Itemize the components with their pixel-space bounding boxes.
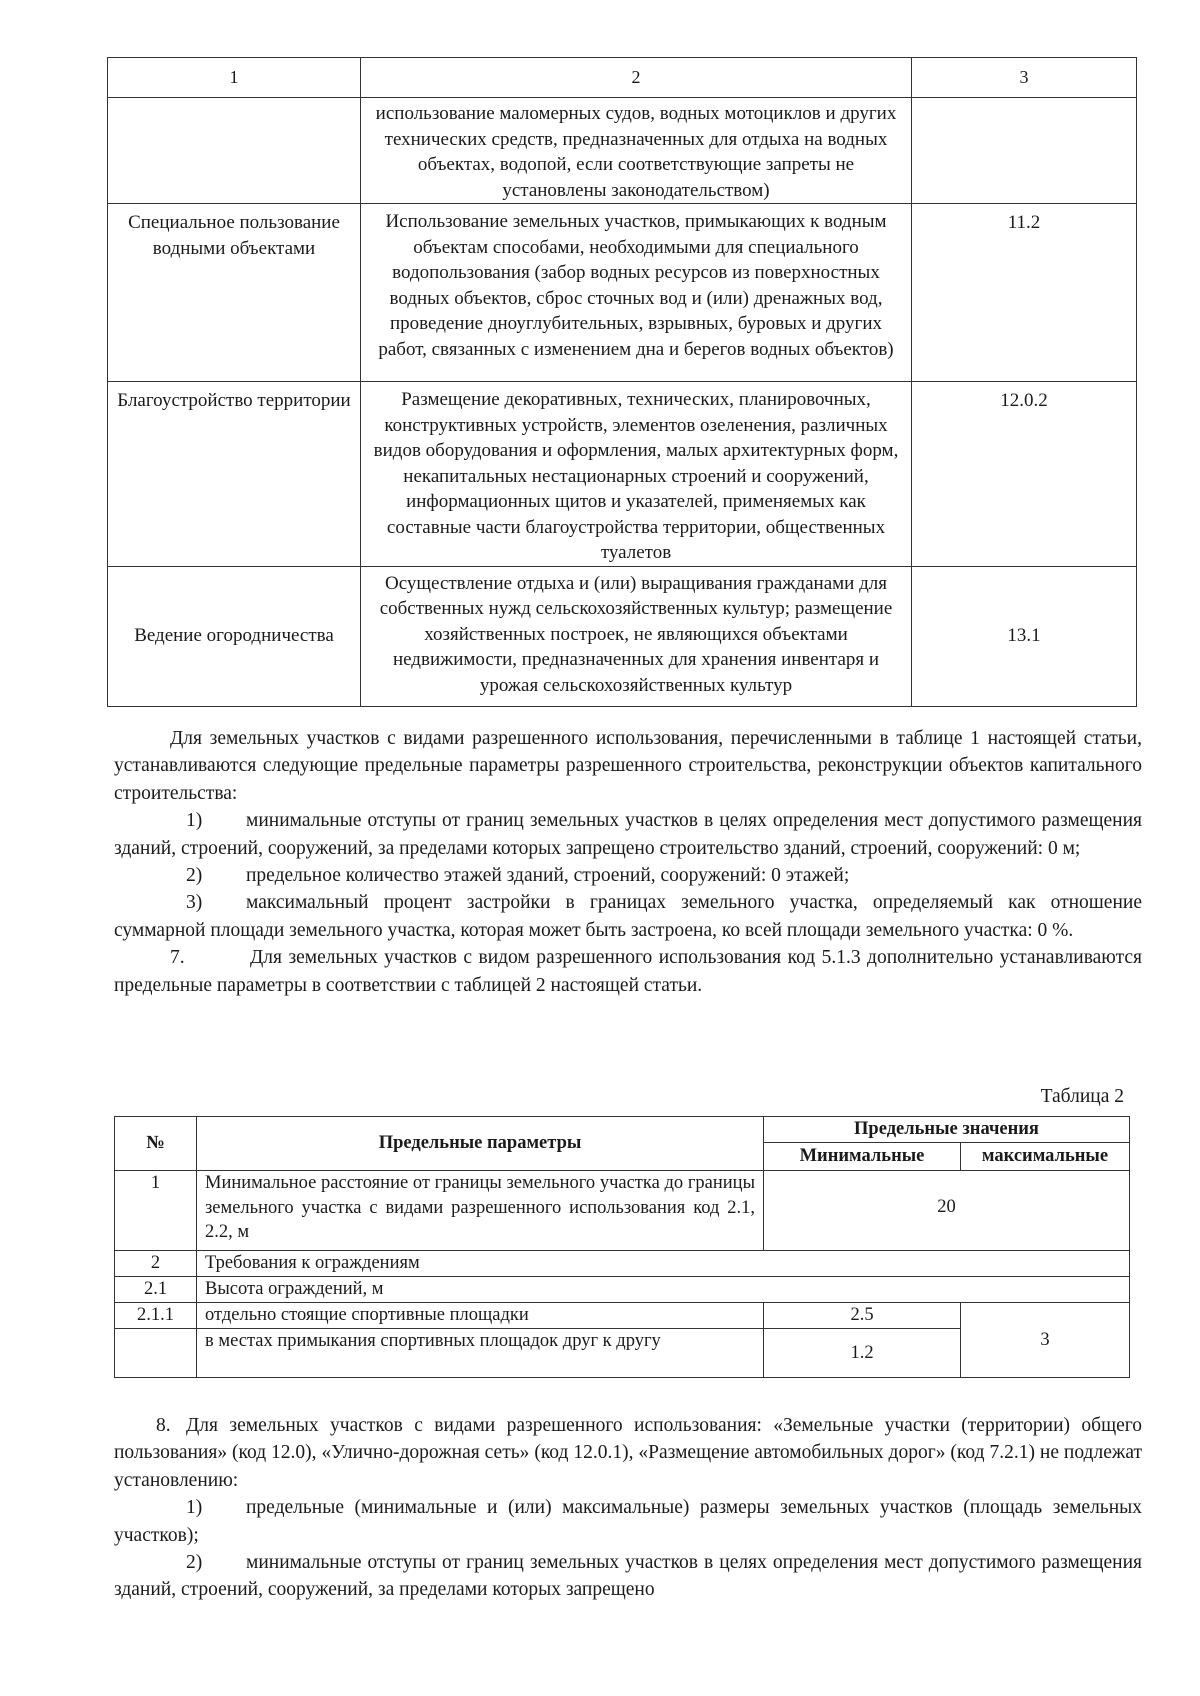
use-description-cell: Использование земельных участков, примыкающих к водным объектам способами, необходимыми для специального водопользования (забор водных ресурсов из поверхностных водных объектов, сброс сточных вод и (или) дренажных вод, проведение дноуглубительных, взрывных, буровых и других работ, связанных с изменением дна и берегов водных объектов) (361, 204, 912, 382)
table-row (108, 382, 1137, 567)
paragraph-7 (114, 944, 1142, 999)
paragraph-8 (114, 1412, 1142, 1494)
min-value-cell: 2.5 (764, 1303, 961, 1329)
land-use-table (107, 57, 1137, 707)
parameter-cell: Требования к ограждениям (197, 1251, 1130, 1277)
use-description-cell: использование маломерных судов, водных мотоциклов и других технических средств, предназначенных для отдыха на водных объектах, водопой, если соответствующие запреты не установлены законодательством) (361, 98, 912, 204)
header-number: № (115, 1117, 197, 1171)
paragraph: Для земельных участков с видами разрешенного использования, перечисленными в таблице 1 настоящей статьи, устанавливаются следующие предельные параметры разрешенного строительства, реконструкции объектов капитального строительства: (114, 728, 1142, 804)
section-6-text (114, 725, 1142, 999)
column-number-1: 1 (108, 58, 361, 98)
table-row (115, 1303, 1130, 1329)
table-row (115, 1171, 1130, 1251)
column-number-2: 2 (361, 58, 912, 98)
paragraph-number: 8. (156, 1415, 171, 1436)
list-item-text: предельное количество этажей зданий, строений, сооружений: 0 этажей; (246, 865, 850, 887)
paragraph-text: Для земельных участков с видами разрешенного использования: «Земельные участки (территории) общего пользования» (код 12.0), «Улично-дорожная сеть» (код 12.0.1), «Размещение автомобильных дорог» (код 7.2.1) не подлежат установлению: (114, 1415, 1142, 1491)
list-item (114, 1494, 1142, 1549)
header-limit-values: Предельные значения (764, 1117, 1130, 1143)
table-row (108, 98, 1137, 204)
table-header-row (108, 58, 1137, 98)
table-row (115, 1251, 1130, 1277)
use-code-cell: 12.0.2 (912, 382, 1137, 567)
row-number: 2 (115, 1251, 197, 1277)
value-cell: 20 (764, 1171, 1130, 1251)
paragraph-text: Для земельных участков с видом разрешенного использования код 5.1.3 дополнительно устанавливаются предельные параметры в соответствии с таблицей 2 настоящей статьи. (114, 947, 1142, 996)
list-item-text: предельные (минимальные и (или) максимальные) размеры земельных участков (площадь земельных участков); (114, 1497, 1142, 1546)
table-caption: Таблица 2 (1040, 1086, 1124, 1107)
row-number (115, 1329, 197, 1378)
list-item (114, 862, 1142, 889)
list-item-text: минимальные отступы от границ земельных участков в целях определения мест допустимого размещения зданий, строений, сооружений, за пределами которых запрещено строительство зданий, строений, сооружений: 0 м; (114, 810, 1142, 859)
use-type-cell: Специальное пользование водными объектами (108, 204, 361, 382)
use-type-cell: Благоустройство территории (108, 382, 361, 567)
row-number: 2.1.1 (115, 1303, 197, 1329)
list-item (114, 807, 1142, 862)
list-item-number: 1) (186, 810, 203, 832)
list-item-number: 3) (186, 892, 203, 914)
table-row (108, 204, 1137, 382)
parameter-cell: в местах примыкания спортивных площадок друг к другу (197, 1329, 764, 1378)
parameter-cell: Минимальное расстояние от границы земельного участка до границы земельного участка с видами разрешенного использования код 2.1, 2.2, м (197, 1171, 764, 1251)
use-code-cell (912, 98, 1137, 204)
list-item (114, 1549, 1142, 1604)
use-code-cell: 13.1 (912, 566, 1137, 706)
list-item-text: минимальные отступы от границ земельных участков в целях определения мест допустимого размещения зданий, строений, сооружений, за пределами которых запрещено (114, 1552, 1142, 1601)
use-type-cell (108, 98, 361, 204)
row-number: 2.1 (115, 1277, 197, 1303)
header-minimum: Минимальные (764, 1143, 961, 1171)
list-item-number: 2) (186, 865, 203, 887)
row-number: 1 (115, 1171, 197, 1251)
parameter-cell: Высота ограждений, м (197, 1277, 1130, 1303)
header-maximum: максимальные (961, 1143, 1130, 1171)
header-parameters: Предельные параметры (197, 1117, 764, 1171)
use-type-cell: Ведение огородничества (108, 566, 361, 706)
list-item-number: 2) (186, 1552, 203, 1574)
table-row (115, 1277, 1130, 1303)
paragraph-number: 7. (170, 947, 185, 969)
limit-parameters-table (114, 1116, 1130, 1378)
parameter-cell: отдельно стоящие спортивные площадки (197, 1303, 764, 1329)
use-code-cell: 11.2 (912, 204, 1137, 382)
min-value-cell: 1.2 (764, 1329, 961, 1378)
list-item-text: максимальный процент застройки в границах земельного участка, определяемый как отношение суммарной площади земельного участка, которая может быть застроена, ко всей площади земельного участка: 0 %. (114, 892, 1142, 941)
max-value-cell: 3 (961, 1303, 1130, 1378)
section-8-text (114, 1412, 1142, 1604)
list-item (114, 889, 1142, 944)
use-description-cell: Осуществление отдыха и (или) выращивания гражданами для собственных нужд сельскохозяйственных культур; размещение хозяйственных построек, не являющихся объектами недвижимости, предназначенных для хранения инвентаря и урожая сельскохозяйственных культур (361, 566, 912, 706)
table-row (108, 566, 1137, 706)
list-item-number: 1) (186, 1497, 203, 1519)
use-description-cell: Размещение декоративных, технических, планировочных, конструктивных устройств, элементов озеленения, различных видов оборудования и оформления, малых архитектурных форм, некапитальных нестационарных строений и сооружений, информационных щитов и указателей, применяемых как составные части благоустройства территории, общественных туалетов (361, 382, 912, 567)
column-number-3: 3 (912, 58, 1137, 98)
